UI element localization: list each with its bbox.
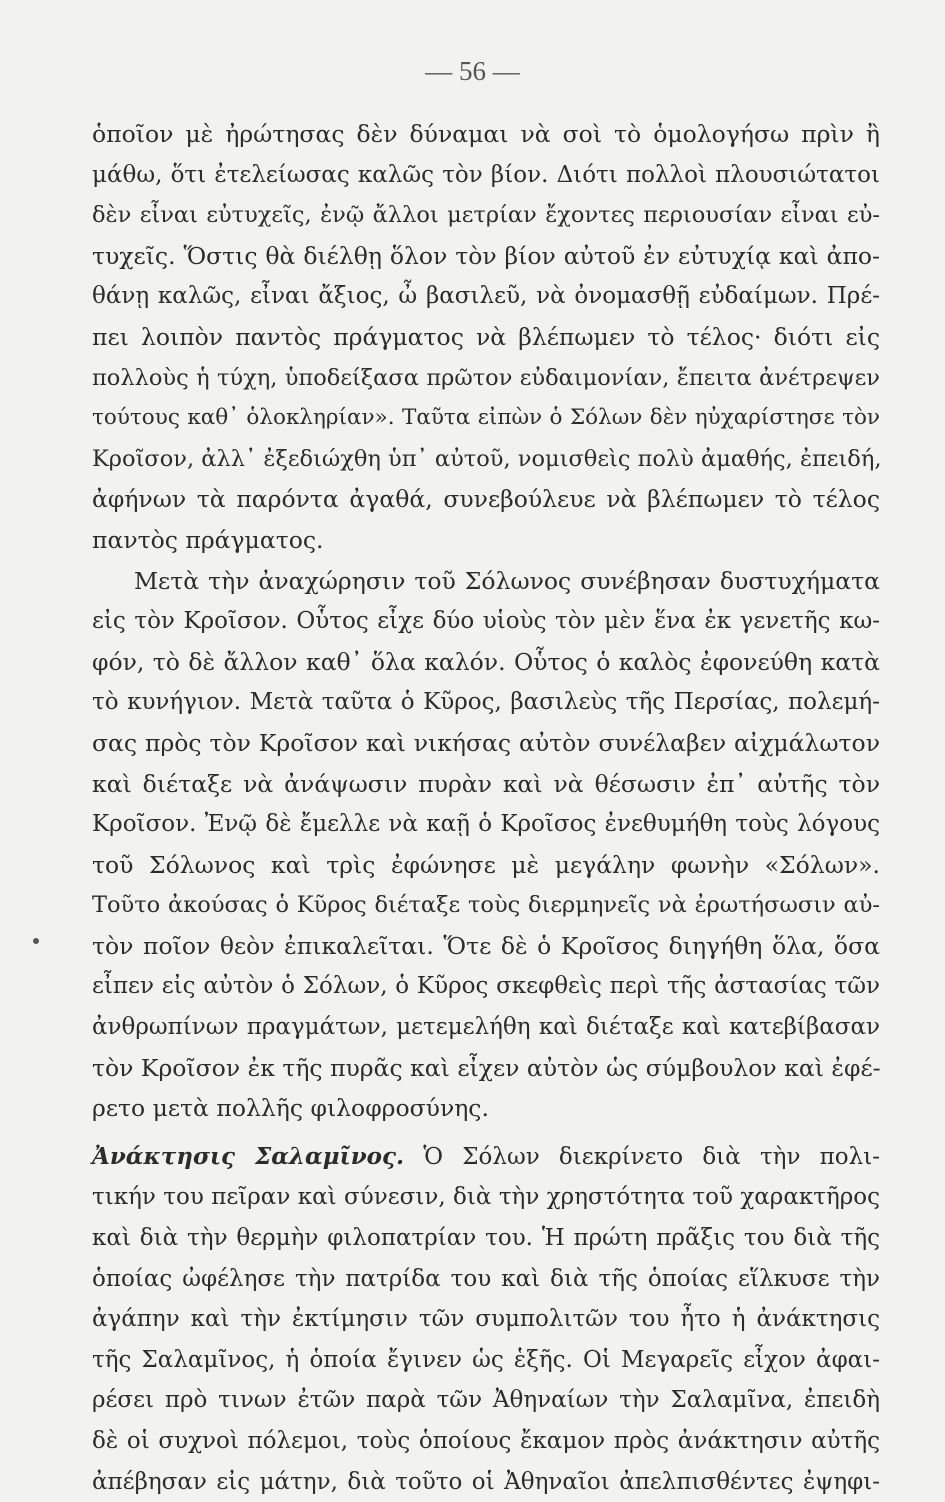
text-line: πει λοιπὸν παντὸς πράγματος νὰ βλέπωμεν τὸ τέλος· διότι εἰς [92,322,880,351]
text-line: καὶ διὰ τὴν θερμὴν φιλοπατρίαν του. Ἡ πρώτη πρᾶξις του διὰ τῆς [92,1225,880,1252]
text-line: ἀφήνων τὰ παρόντα ἀγαθά, συνεβούλευε νὰ βλέπωμεν τὸ τέλος [92,485,880,514]
body-text [92,114,880,1502]
text-line: φόν, τὸ δὲ ἄλλον καθ᾽ ὅλα καλόν. Οὗτος ὁ καλὸς ἐφονεύθη κατὰ [92,647,880,676]
text-line: μάθω, ὅτι ἐτελείωσας καλῶς τὸν βίον. Διότι πολλοὶ πλουσιώτατοι [92,161,880,188]
text-line: Τοῦτο ἀκούσας ὁ Κῦρος διέταξε τοὺς διερμηνεῖς νὰ ἐρωτήσωσιν αὐ- [92,892,880,919]
text-line: τούτους καθ᾽ ὁλοκληρίαν». Ταῦτα εἰπὼν ὁ Σόλων δὲν ηὐχαρίστησε τὸν [92,405,880,431]
text-line: ἀνθρωπίνων πραγμάτων, μετεμελήθη καὶ διέταξε καὶ κατεβίβασαν [92,1014,880,1041]
text-line: τοῦ Σόλωνος καὶ τρὶς ἐφώνησε μὲ μεγάλην φωνὴν «Σόλων». [92,850,880,879]
text-line: ἀπέβησαν εἰς μάτην, διὰ τοῦτο οἱ Ἀθηναῖοι ἀπελπισθέντες ἐψηφι- [92,1468,880,1495]
text-line: ρετο μετὰ πολλῆς φιλοφροσύνης. [92,1094,489,1123]
text-line: καὶ διέταξε νὰ ἀνάψωσιν πυρὰν καὶ νὰ θέσωσιν ἐπ᾽ αὐτῆς τὸν [92,769,880,798]
text-line: Κροῖσον. Ἐνῷ δὲ ἔμελλε νὰ καῇ ὁ Κροῖσος ἐνεθυμήθη τοὺς λόγους [92,811,880,838]
text-line: παντὸς πράγματος. [92,525,324,554]
text-line: τικήν του πεῖραν καὶ σύνεσιν, διὰ τὴν χρηστότητα τοῦ χαρακτῆρος [92,1184,880,1211]
text-line: πολλοὺς ἡ τύχη, ὑποδείξασα πρῶτον εὐδαιμονίαν, ἔπειτα ἀνέτρεψεν [92,364,880,391]
page-number: — 56 — [425,56,520,86]
text-line: τὸν ποῖον θεὸν ἐπικαλεῖται. Ὅτε δὲ ὁ Κροῖσος διηγήθη ὅλα, ὅσα [92,931,880,960]
text-line: εἰς τὸν Κροῖσον. Οὗτος εἶχε δύο υἱοὺς τὸν μὲν ἕνα ἐκ γενετῆς κω- [92,608,880,635]
section-heading: Ἀνάκτησις Σαλαμῖνος. [92,1142,405,1170]
text-line: τὸν Κροῖσον ἐκ τῆς πυρᾶς καὶ εἶχεν αὐτὸν ὡς σύμβουλον καὶ ἐφέ- [92,1053,881,1082]
text-line: ρέσει πρὸ τινων ἐτῶν παρὰ τῶν Ἀθηναίων τὴν Σαλαμῖνα, ἐπειδὴ [92,1387,880,1414]
text-line: τυχεῖς. Ὅστις θὰ διέλθῃ ὅλον τὸν βίον αὐτοῦ ἐν εὐτυχίᾳ καὶ ἀπο- [92,241,880,270]
text-line: σας πρὸς τὸν Κροῖσον καὶ νικήσας αὐτὸν συνέλαβεν αἰχμάλωτον [92,728,880,757]
section-first-line-text: Ὁ Σόλων διεκρίνετο διὰ τὴν πολι- [423,1143,880,1170]
margin-dot [33,938,39,944]
text-line: ὁποῖον μὲ ἠρώτησας δὲν δύναμαι νὰ σοὶ τὸ ὁμολογήσω πρὶν ἢ [92,120,880,148]
text-line: δὲ οἱ συχνοὶ πόλεμοι, τοὺς ὁποίους ἔκαμον πρὸς ἀνάκτησιν αὐτῆς [92,1428,880,1454]
text-line: δὲν εἶναι εὐτυχεῖς, ἐνῷ ἄλλοι μετρίαν ἔχοντες περιουσίαν εἶναι εὐ- [92,202,880,229]
text-line: τῆς Σαλαμῖνος, ἡ ὁποία ἔγινεν ὡς ἑξῆς. Οἱ Μεγαρεῖς εἶχον ἀφαι- [92,1346,880,1373]
text-line: τὸ κυνήγιον. Μετὰ ταῦτα ὁ Κῦρος, βασιλεὺς τῆς Περσίας, πολεμή- [92,689,880,716]
text-line: θάνῃ καλῶς, εἶναι ἄξιος, ὦ βασιλεῦ, νὰ ὀνομασθῇ εὐδαίμων. Πρέ- [92,283,880,310]
paragraph-2 [92,561,880,1129]
section-salamis [92,1137,880,1502]
text-line: Μετὰ τὴν ἀναχώρησιν τοῦ Σόλωνος συνέβησαν δυστυχήματα [134,566,880,595]
section-first-line [92,1137,880,1178]
text-line: ὁποίας ὠφέλησε τὴν πατρίδα του καὶ διὰ τῆς ὁποίας εἵλκυσε τὴν [92,1265,880,1292]
text-line: ἀγάπην καὶ τὴν ἐκτίμησιν τῶν συμπολιτῶν του ἦτο ἡ ἀνάκτησις [92,1306,880,1333]
text-line: Κροῖσον, ἀλλ᾽ ἐξεδιώχθη ὑπ᾽ αὐτοῦ, νομισθεὶς πολὺ ἀμαθής, ἐπειδή, [92,445,882,472]
paragraph-1 [92,114,880,561]
text-line: εἶπεν εἰς αὐτὸν ὁ Σόλων, ὁ Κῦρος σκεφθεὶς περὶ τῆς ἀστασίας τῶν [92,973,880,1000]
